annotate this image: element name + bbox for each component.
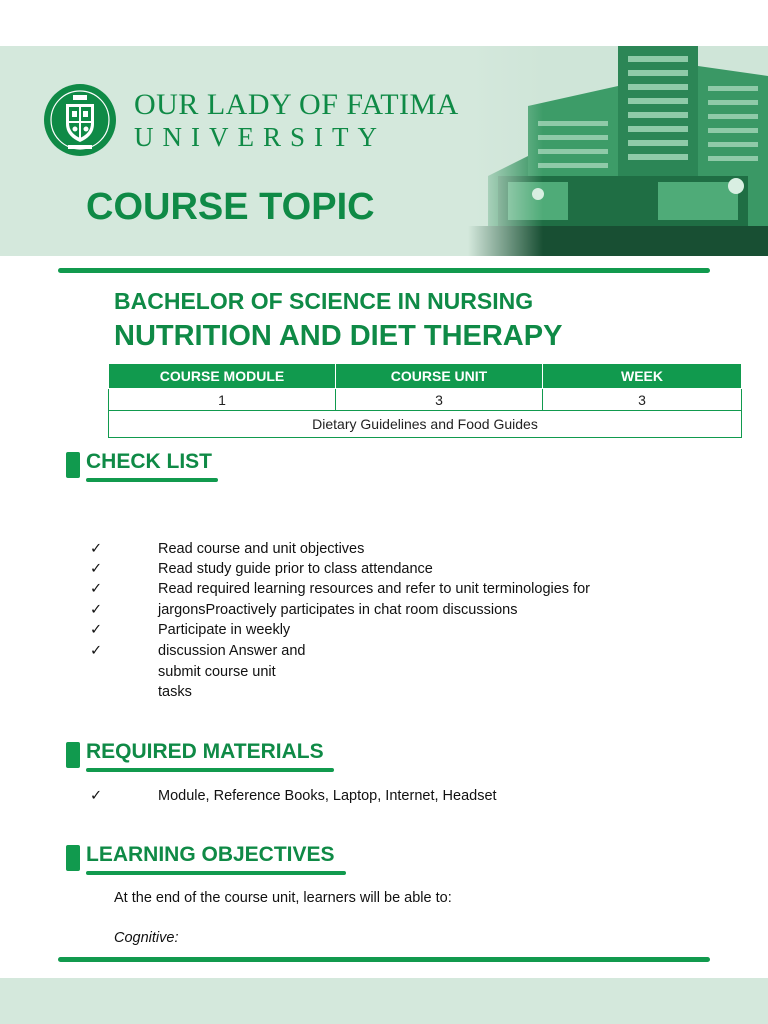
objectives-intro: At the end of the course unit, learners will be able to: — [114, 890, 452, 906]
bottom-divider — [58, 957, 710, 962]
building-photo — [468, 46, 768, 256]
checkmark-icon: ✓ — [90, 622, 103, 638]
checklist-item-text: discussion Answer and — [158, 643, 306, 659]
heading-underline — [86, 768, 334, 772]
course-info-table — [108, 363, 742, 438]
university-name: OUR LADY OF FATIMA — [134, 88, 459, 121]
cognitive-label: Cognitive: — [114, 930, 179, 946]
header-banner — [0, 46, 768, 256]
table-row — [109, 411, 742, 438]
checkmark-icon: ✓ — [90, 541, 103, 557]
footer-band — [0, 978, 768, 1024]
checkmark-icon: ✓ — [90, 788, 103, 804]
materials-title: REQUIRED MATERIALS — [86, 740, 324, 763]
heading-underline — [86, 871, 346, 875]
section-marker-icon — [66, 452, 80, 478]
table-header-week: WEEK — [543, 364, 742, 389]
checklist-item-text: Read required learning resources and refer to unit terminologies for — [158, 581, 591, 597]
checklist-item-text: Participate in weekly — [158, 622, 291, 638]
checkmark-icon: ✓ — [90, 561, 103, 577]
university-subtitle: UNIVERSITY — [134, 122, 386, 152]
week-value: 3 — [543, 389, 742, 411]
checkmark-icon: ✓ — [90, 602, 103, 618]
objectives-title: LEARNING OBJECTIVES — [86, 843, 335, 866]
section-marker-icon — [66, 742, 80, 768]
program-title: BACHELOR OF SCIENCE IN NURSING — [114, 288, 534, 314]
table-header-row — [109, 364, 742, 389]
section-marker-icon — [66, 845, 80, 871]
checklist-item-text: Read course and unit objectives — [158, 541, 365, 557]
course-topic-heading: COURSE TOPIC — [86, 186, 375, 228]
unit-value: 3 — [336, 389, 543, 411]
checklist-title: CHECK LIST — [86, 450, 212, 473]
materials-item-text: Module, Reference Books, Laptop, Internet, Headset — [158, 788, 497, 804]
checklist-item-text: Read study guide prior to class attendance — [158, 561, 433, 577]
table-header-unit: COURSE UNIT — [336, 364, 543, 389]
checkmark-icon: ✓ — [90, 581, 103, 597]
module-value: 1 — [109, 389, 336, 411]
university-seal-icon — [42, 82, 118, 158]
subject-title: NUTRITION AND DIET THERAPY — [114, 320, 563, 352]
top-divider — [58, 268, 710, 273]
checklist-item-text: jargonsProactively participates in chat room discussions — [158, 602, 518, 618]
unit-topic: Dietary Guidelines and Food Guides — [109, 411, 742, 438]
checklist-item-text: tasks — [158, 684, 192, 700]
checkmark-icon: ✓ — [90, 643, 103, 659]
top-margin — [0, 0, 768, 46]
table-header-module: COURSE MODULE — [109, 364, 336, 389]
heading-underline — [86, 478, 218, 482]
checklist-item-text: submit course unit — [158, 664, 276, 680]
table-row — [109, 389, 742, 411]
